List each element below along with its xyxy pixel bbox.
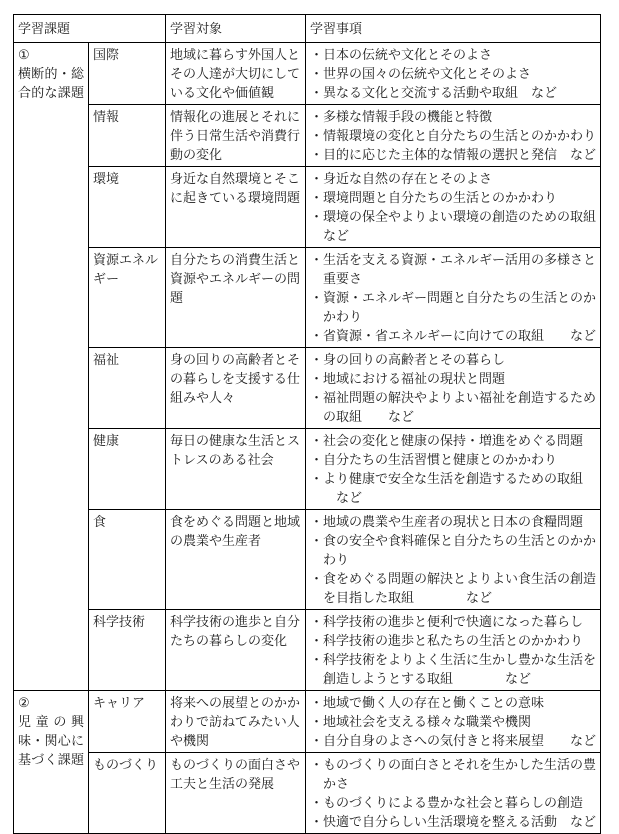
theme-label-line: 科学技術 bbox=[93, 614, 146, 629]
section-label-line: 味・関心に bbox=[18, 733, 84, 748]
theme-label-line: 情報 bbox=[93, 109, 120, 124]
learning-item: ・世界の国々の伝統や文化とそのよさ bbox=[310, 66, 532, 81]
items-cell bbox=[306, 105, 601, 167]
target-text-line: その人達が大切にして bbox=[170, 66, 301, 81]
theme-label-line: ギー bbox=[93, 271, 120, 286]
learning-item: ・科学技術の進歩と便利で快適になった暮らし bbox=[310, 614, 584, 629]
learning-item: ・目的に応じた主体的な情報の選択と発信 など bbox=[310, 147, 597, 162]
theme-label-line: 健康 bbox=[93, 433, 120, 448]
target-text-line: 将来への展望とのかか bbox=[170, 695, 301, 710]
learning-item: ・情報環境の変化と自分たちの生活とのかかわり bbox=[310, 128, 597, 143]
table-row bbox=[14, 753, 601, 834]
table-row bbox=[14, 43, 601, 105]
target-text-line: 自分たちの消費生活と bbox=[170, 252, 301, 267]
learning-item: ・食をめぐる問題の解決とよりよい食生活の創造 を目指した取組 など bbox=[310, 571, 597, 605]
target-cell bbox=[166, 248, 306, 348]
table-row bbox=[14, 348, 601, 429]
section-label-cell bbox=[14, 43, 89, 691]
table-row bbox=[14, 167, 601, 248]
target-text-line: 食をめぐる問題と地域 bbox=[170, 514, 301, 529]
target-cell bbox=[166, 167, 306, 248]
learning-item: ・自分自身のよさへの気付きと将来展望 など bbox=[310, 733, 597, 748]
theme-label-line: キャリア bbox=[93, 695, 146, 710]
learning-item: ・福祉問題の解決やよりよい福祉を創造するため の取組 など bbox=[310, 390, 597, 424]
theme-label-line: 福祉 bbox=[93, 352, 120, 367]
items-cell bbox=[306, 43, 601, 105]
theme-cell bbox=[89, 348, 166, 429]
table-body bbox=[14, 43, 601, 834]
section-label-line: ② bbox=[18, 695, 30, 710]
theme-cell bbox=[89, 610, 166, 691]
header-learning-target: 学習対象 bbox=[166, 15, 306, 43]
target-text-line: 伴う日常生活や消費行 bbox=[170, 128, 301, 143]
theme-label-line: ものづくり bbox=[93, 757, 159, 772]
target-text-line: 工夫と生活の発展 bbox=[170, 776, 275, 791]
target-text-line: 組みや人々 bbox=[170, 390, 236, 405]
table-row bbox=[14, 429, 601, 510]
learning-item: ・ものづくりによる豊かな社会と暮らしの創造 bbox=[310, 795, 584, 810]
learning-item: ・快適で自分らしい生活環境を整える活動 など bbox=[310, 814, 597, 829]
learning-item: ・科学技術の進歩と私たちの生活とのかかわり bbox=[310, 633, 584, 648]
learning-item: ・ものづくりの面白さとそれを生かした生活の豊 かさ bbox=[310, 757, 597, 791]
theme-label-line: 国際 bbox=[93, 47, 120, 62]
items-cell bbox=[306, 248, 601, 348]
target-cell bbox=[166, 753, 306, 834]
items-cell bbox=[306, 510, 601, 610]
header-learning-task: 学習課題 bbox=[14, 15, 166, 43]
target-text-line: 地域に暮らす外国人と bbox=[170, 47, 301, 62]
theme-cell bbox=[89, 43, 166, 105]
section-label-line: 合的な課題 bbox=[18, 85, 84, 100]
learning-item: ・異なる文化と交流する活動や取組 など bbox=[310, 85, 558, 100]
target-text-line: たちの暮らしの変化 bbox=[170, 633, 288, 648]
target-text-line: 科学技術の進歩と自分 bbox=[170, 614, 301, 629]
items-cell bbox=[306, 691, 601, 753]
table-row bbox=[14, 610, 601, 691]
target-text-line: 毎日の健康な生活とス bbox=[170, 433, 301, 448]
learning-item: ・地域社会を支える様々な職業や機関 bbox=[310, 714, 532, 729]
section-label-cell bbox=[14, 691, 89, 834]
header-learning-items: 学習事項 bbox=[306, 15, 601, 43]
theme-cell bbox=[89, 691, 166, 753]
learning-item: ・地域で働く人の存在と働くことの意味 bbox=[310, 695, 545, 710]
learning-item: ・環境の保全やよりよい環境の創造のための取組 など bbox=[310, 209, 597, 243]
learning-item: ・生活を支える資源・エネルギー活用の多様さと 重要さ bbox=[310, 252, 597, 286]
learning-item: ・より健康で安全な生活を創造するための取組 など bbox=[310, 471, 584, 505]
section-label-line: 児童の興 bbox=[18, 714, 84, 729]
target-text-line: わりで訪ねてみたい人 bbox=[170, 714, 300, 729]
theme-cell bbox=[89, 167, 166, 248]
learning-item: ・地域における福祉の現状と問題 bbox=[310, 371, 506, 386]
learning-item: ・日本の伝統や文化とそのよさ bbox=[310, 47, 493, 62]
target-text-line: いる文化や価値観 bbox=[170, 85, 275, 100]
learning-item: ・環境問題と自分たちの生活とのかかわり bbox=[310, 190, 558, 205]
learning-item: ・自分たちの生活習慣と健康とのかかわり bbox=[310, 452, 558, 467]
learning-item: ・省資源・省エネルギーに向けての取組 など bbox=[310, 328, 597, 343]
learning-item: ・食の安全や食料確保と自分たちの生活とのかか わり bbox=[310, 533, 597, 567]
target-text-line: 身近な自然環境とそこ bbox=[170, 171, 301, 186]
target-cell bbox=[166, 105, 306, 167]
target-cell bbox=[166, 691, 306, 753]
target-cell bbox=[166, 429, 306, 510]
learning-item: ・多様な情報手段の機能と特徴 bbox=[310, 109, 493, 124]
items-cell bbox=[306, 610, 601, 691]
theme-label-line: 資源エネル bbox=[93, 252, 159, 267]
target-text-line: 情報化の進展とそれに bbox=[170, 109, 301, 124]
items-cell bbox=[306, 348, 601, 429]
learning-item: ・身の回りの高齢者とその暮らし bbox=[310, 352, 506, 367]
table-row bbox=[14, 691, 601, 753]
learning-item: ・身近な自然の存在とそのよさ bbox=[310, 171, 493, 186]
target-text-line: 動の変化 bbox=[170, 147, 223, 162]
target-text-line: トレスのある社会 bbox=[170, 452, 274, 467]
items-cell bbox=[306, 167, 601, 248]
theme-label-line: 環境 bbox=[93, 171, 120, 186]
theme-cell bbox=[89, 429, 166, 510]
section-label-line: 基づく課題 bbox=[18, 752, 84, 767]
theme-cell bbox=[89, 753, 166, 834]
section-label-line: ① bbox=[18, 47, 30, 62]
target-text-line: 題 bbox=[170, 290, 184, 305]
target-cell bbox=[166, 510, 306, 610]
target-text-line: や機関 bbox=[170, 733, 210, 748]
learning-themes-table bbox=[13, 14, 601, 834]
target-text-line: の暮らしを支援する仕 bbox=[170, 371, 301, 386]
learning-item: ・科学技術をよりよく生活に生かし豊かな生活を 創造しようとする取組 など bbox=[310, 652, 597, 686]
target-text-line: 資源やエネルギーの問 bbox=[170, 271, 301, 286]
learning-item: ・資源・エネルギー問題と自分たちの生活とのか かわり bbox=[310, 290, 597, 324]
table-row bbox=[14, 510, 601, 610]
learning-item: ・地域の農業や生産者の現状と日本の食糧問題 bbox=[310, 514, 584, 529]
target-text-line: ものづくりの面白さや bbox=[170, 757, 301, 772]
theme-label-line: 食 bbox=[93, 514, 107, 529]
theme-cell bbox=[89, 510, 166, 610]
theme-cell bbox=[89, 105, 166, 167]
learning-item: ・社会の変化と健康の保持・増進をめぐる問題 bbox=[310, 433, 584, 448]
target-cell bbox=[166, 43, 306, 105]
target-text-line: に起きている環境問題 bbox=[170, 190, 301, 205]
theme-cell bbox=[89, 248, 166, 348]
target-cell bbox=[166, 610, 306, 691]
target-text-line: の農業や生産者 bbox=[170, 533, 262, 548]
items-cell bbox=[306, 753, 601, 834]
target-cell bbox=[166, 348, 306, 429]
section-label-line: 横断的・総 bbox=[18, 66, 84, 81]
target-text-line: 身の回りの高齢者とそ bbox=[170, 352, 301, 367]
table-row bbox=[14, 248, 601, 348]
table-row bbox=[14, 105, 601, 167]
items-cell bbox=[306, 429, 601, 510]
header-row bbox=[14, 15, 601, 43]
